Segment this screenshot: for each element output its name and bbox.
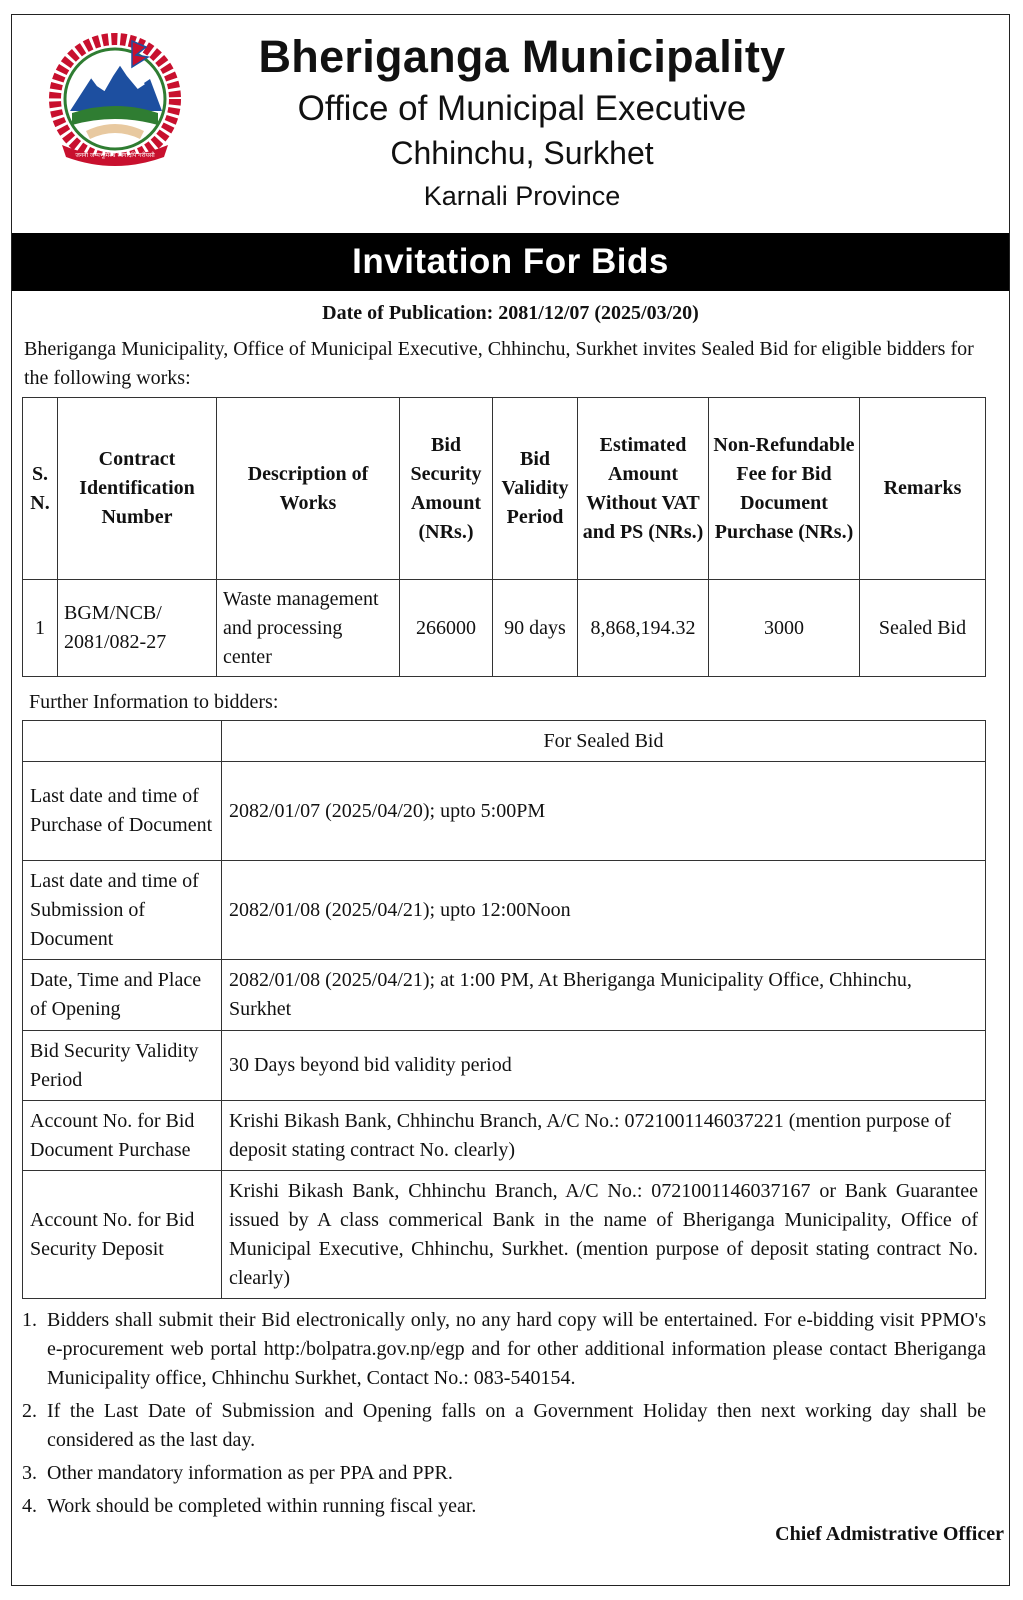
note-number: 4. — [22, 1495, 37, 1517]
note-number: 1. — [22, 1309, 37, 1331]
list-item — [22, 1306, 986, 1393]
info-value: 2082/01/08 (2025/04/21); upto 12:00Noon — [222, 861, 986, 960]
note-text: Work should be completed within running fiscal year. — [47, 1495, 477, 1517]
publication-date: Date of Publication: 2081/12/07 (2025/03/20) — [322, 302, 699, 324]
cell-bid-security: 266000 — [400, 580, 493, 677]
table-row — [23, 1101, 986, 1171]
info-label: Bid Security Validity Period — [23, 1031, 222, 1101]
col-header-description: Description of Works — [217, 398, 400, 580]
cell-validity: 90 days — [493, 580, 578, 677]
table-row — [23, 861, 986, 960]
municipality-name: Bheriganga Municipality — [258, 31, 786, 82]
col-header-bid-security: Bid Security Amount (NRs.) — [400, 398, 493, 580]
list-item — [22, 1492, 986, 1521]
col-header-validity: Bid Validity Period — [493, 398, 578, 580]
province-name: Karnali Province — [423, 181, 621, 211]
cell-contract-id: BGM/NCB/ 2081/082-27 — [58, 580, 217, 677]
info-label: Date, Time and Place of Opening — [23, 960, 222, 1031]
further-info-label: Further Information to bidders: — [29, 691, 279, 713]
info-header-row — [23, 721, 986, 762]
col-header-estimated-amount: Estimated Amount Without VAT and PS (NRs.) — [578, 398, 709, 580]
office-location: Chhinchu, Surkhet — [390, 135, 654, 171]
cell-sn: 1 — [23, 580, 58, 677]
table-row — [23, 1171, 986, 1299]
info-header-blank — [23, 721, 222, 762]
note-text: Bidders shall submit their Bid electronically only, no any hard copy will be entertained. For e-bidding visit PPMO's e-procurement web portal http:/bolpatra.gov.np/egp and for other additional information please contact Bheriganga Municipality office, Chhinchu Surkhet, Contact No.: 083-540154. — [47, 1309, 986, 1389]
table-row — [23, 960, 986, 1031]
info-value: Krishi Bikash Bank, Chhinchu Branch, A/C No.: 0721001146037221 (mention purpose of deposit stating contract No. clearly) — [222, 1101, 986, 1171]
list-item — [22, 1459, 986, 1488]
emblem-motto: जननी जन्मभूमिश्च स्वर्गादपि गरीयसी — [75, 152, 155, 159]
note-text: If the Last Date of Submission and Opening falls on a Government Holiday then next working day shall be considered as the last day. — [47, 1400, 986, 1451]
cell-document-fee: 3000 — [709, 580, 860, 677]
notice-banner: Invitation For Bids — [12, 233, 1009, 291]
info-value: Krishi Bikash Bank, Chhinchu Branch, A/C No.: 0721001146037167 or Bank Guarantee issued by A class commerical Bank in the name of Bheriganga Municipality, Office of Municipal Executive, Chhinchu, Surkhet. (mention purpose of deposit stating contract No. clearly) — [222, 1171, 986, 1299]
notice-frame — [11, 14, 1010, 1586]
info-value: 30 Days beyond bid validity period — [222, 1031, 986, 1101]
table-row — [23, 580, 986, 677]
table-row — [23, 762, 986, 861]
works-header-row — [23, 398, 986, 580]
info-value: 2082/01/08 (2025/04/21); at 1:00 PM, At Bheriganga Municipality Office, Chhinchu, Surkhet — [222, 960, 986, 1031]
notes-list — [22, 1306, 986, 1525]
cell-remarks: Sealed Bid — [860, 580, 986, 677]
list-item — [22, 1397, 986, 1455]
info-value: 2082/01/07 (2025/04/20); upto 5:00PM — [222, 762, 986, 861]
note-text: Other mandatory information as per PPA and PPR. — [47, 1462, 453, 1484]
col-header-remarks: Remarks — [860, 398, 986, 580]
works-table — [22, 397, 986, 677]
col-header-sn: S. N. — [23, 398, 58, 580]
intro-paragraph: Bheriganga Municipality, Office of Municipal Executive, Chhinchu, Surkhet invites Sealed Bid for eligible bidders for the following works: — [24, 338, 974, 389]
notice-header — [12, 15, 1009, 235]
info-label: Account No. for Bid Security Deposit — [23, 1171, 222, 1299]
info-column-header: For Sealed Bid — [222, 721, 986, 762]
signatory-title: Chief Admistrative Officer — [775, 1523, 1004, 1545]
note-number: 3. — [22, 1462, 37, 1484]
info-label: Account No. for Bid Document Purchase — [23, 1101, 222, 1171]
info-label: Last date and time of Submission of Document — [23, 861, 222, 960]
note-number: 2. — [22, 1400, 37, 1422]
office-name: Office of Municipal Executive — [297, 89, 747, 128]
table-row — [23, 1031, 986, 1101]
cell-estimated-amount: 8,868,194.32 — [578, 580, 709, 677]
info-label: Last date and time of Purchase of Document — [23, 762, 222, 861]
cell-description: Waste management and processing center — [217, 580, 400, 677]
col-header-contract-id: Contract Identification Number — [58, 398, 217, 580]
col-header-document-fee: Non-Refundable Fee for Bid Document Purchase (NRs.) — [709, 398, 860, 580]
nepal-emblem-icon — [40, 33, 190, 171]
info-table — [22, 720, 986, 1299]
